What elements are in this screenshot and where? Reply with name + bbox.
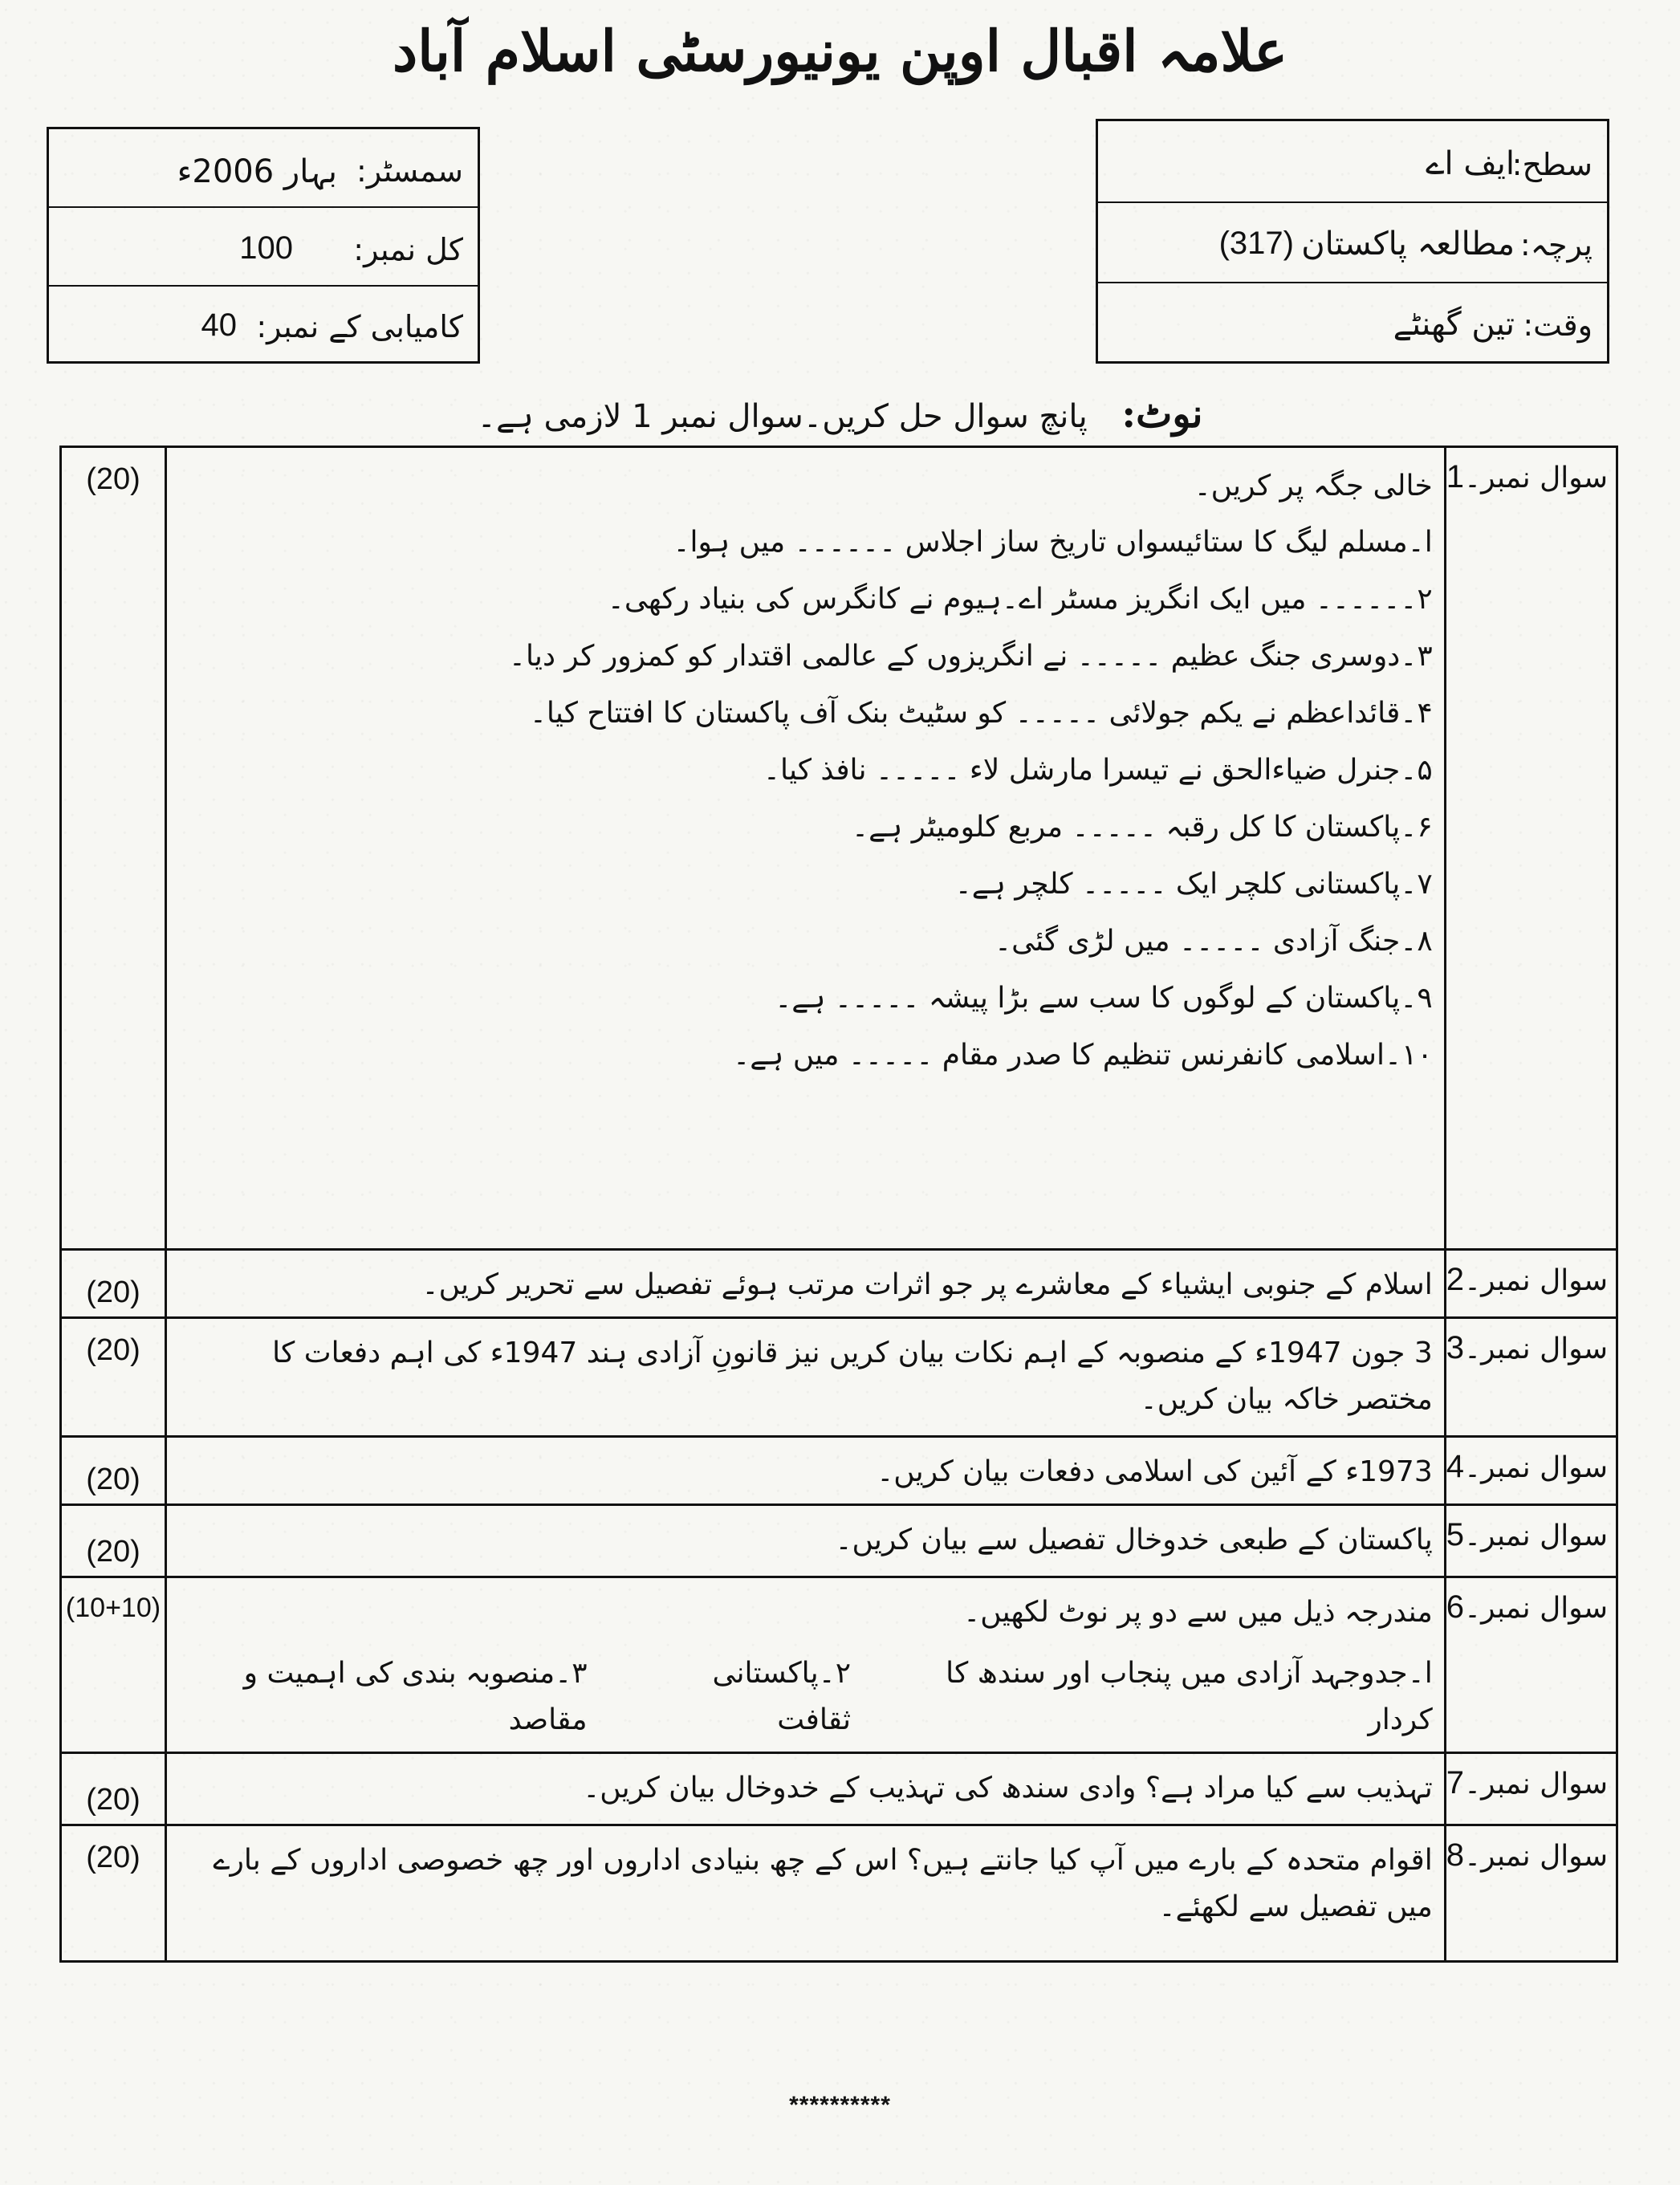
blank-item: ۳۔دوسری جنگ عظیم ۔۔۔۔۔ نے انگریزوں کے عالمی اقتدار کو کمزور کر دیا۔ — [508, 640, 1433, 673]
blank-item: ۷۔پاکستانی کلچر ایک ۔۔۔۔۔ کلچر ہے۔ — [954, 868, 1433, 901]
question-number-cell — [1445, 1250, 1617, 1318]
question-text: 3 جون 1947ء کے منصوبہ کے اہم نکات بیان کریں نیز قانونِ آزادی ہند 1947ء کی اہم دفعات کا مختصر خاکہ بیان کریں۔ — [166, 1318, 1446, 1437]
question-number-cell — [1445, 447, 1617, 1250]
paper-label: پرچہ: — [1519, 227, 1593, 262]
question-text-cell — [166, 1577, 1446, 1753]
semester-label: سمسٹر: — [356, 153, 463, 189]
instructions-note — [0, 392, 1680, 437]
question-number-cell — [1445, 1753, 1617, 1825]
question-number-cell — [1445, 1437, 1617, 1505]
question-number-cell — [1445, 1825, 1617, 1962]
question-number: 1 — [1446, 459, 1464, 494]
question-text: اسلام کے جنوبی ایشیاء کے معاشرے پر جو اثرات مرتب ہوئے تفصیل سے تحریر کریں۔ — [166, 1250, 1446, 1318]
question-row-2 — [61, 1250, 1617, 1318]
question-label: سوال نمبر۔ — [1463, 1768, 1608, 1800]
note-options — [183, 1650, 1433, 1744]
question-number-cell — [1445, 1318, 1617, 1437]
blank-item: ۲۔۔۔۔۔۔ میں ایک انگریز مسٹر اے۔ہیوم نے کانگرس کی بنیاد رکھی۔ — [607, 583, 1433, 616]
paper-value: مطالعہ پاکستان — [1301, 226, 1515, 262]
question-text: 1973ء کے آئین کی اسلامی دفعات بیان کریں۔ — [166, 1437, 1446, 1505]
blank-item: ۹۔پاکستان کے لوگوں کا سب سے بڑا پیشہ ۔۔۔۔۔ ہے۔ — [775, 982, 1433, 1015]
level-row — [1098, 121, 1607, 203]
semester-row — [49, 129, 478, 208]
fill-in-blanks-list — [183, 514, 1433, 1084]
paper-row — [1098, 203, 1607, 283]
question-label: سوال نمبر۔ — [1463, 1451, 1608, 1484]
university-title: علامہ اقبال اوپن یونیورسٹی اسلام آباد — [392, 18, 1288, 84]
question-number: 3 — [1446, 1330, 1464, 1365]
question-marks: (10+10) — [61, 1577, 166, 1753]
option-item: ۳۔منصوبہ بندی کی اہمیت و مقاصد — [243, 1657, 588, 1736]
question-text-cell — [166, 447, 1446, 1250]
semester-value: بہار 2006ء — [177, 153, 337, 190]
question-marks: (20) — [61, 1250, 166, 1318]
question-label: سوال نمبر۔ — [1463, 1592, 1608, 1625]
total-marks-label: کل نمبر: — [353, 232, 463, 267]
note-text: پانچ سوال حل کریں۔سوال نمبر 1 لازمی ہے۔ — [477, 398, 1088, 435]
question-row-3 — [61, 1318, 1617, 1437]
question-number: 7 — [1446, 1765, 1464, 1800]
question-number-cell — [1445, 1505, 1617, 1577]
level-label: سطح: — [1511, 147, 1593, 182]
question-label: سوال نمبر۔ — [1463, 1520, 1608, 1552]
question-marks: (20) — [61, 1825, 166, 1962]
question-label: سوال نمبر۔ — [1463, 462, 1608, 494]
total-marks-value: 100 — [239, 230, 293, 266]
question-label: سوال نمبر۔ — [1463, 1333, 1608, 1365]
pass-marks-row — [49, 287, 478, 364]
question-number: 4 — [1446, 1449, 1464, 1484]
question-marks: (20) — [61, 1505, 166, 1577]
question-row-6 — [61, 1577, 1617, 1753]
pass-marks-value: 40 — [201, 307, 237, 343]
question-label: سوال نمبر۔ — [1463, 1840, 1608, 1873]
total-marks-row — [49, 208, 478, 287]
question-row-8 — [61, 1825, 1617, 1962]
blank-item: ۸۔جنگ آزادی ۔۔۔۔۔ میں لڑی گئی۔ — [995, 925, 1433, 958]
blank-item: ۶۔پاکستان کا کل رقبہ ۔۔۔۔۔ مربع کلومیٹر ہے۔ — [852, 811, 1433, 844]
question-label: سوال نمبر۔ — [1463, 1264, 1608, 1297]
blank-item: ۴۔قائداعظم نے یکم جولائی ۔۔۔۔۔ کو سٹیٹ بنک آف پاکستان کا افتتاح کیا۔ — [529, 697, 1433, 730]
question-number: 8 — [1446, 1837, 1464, 1873]
question-row-5 — [61, 1505, 1617, 1577]
question-text: اقوام متحدہ کے بارے میں آپ کیا جانتے ہیں؟ اس کے چھ بنیادی اداروں اور چھ خصوصی اداروں کے بارے میں تفصیل سے لکھئے۔ — [166, 1825, 1446, 1962]
option-item: ا۔جدوجہد آزادی میں پنجاب اور سندھ کا کردار — [946, 1657, 1433, 1736]
question-marks: (20) — [61, 1437, 166, 1505]
question-number: 5 — [1446, 1517, 1464, 1552]
question-number: 2 — [1446, 1262, 1464, 1297]
time-label: وقت: — [1523, 307, 1593, 343]
time-row — [1098, 283, 1607, 364]
blank-item: ۵۔جنرل ضیاءالحق نے تیسرا مارشل لاء ۔۔۔۔۔ نافذ کیا۔ — [763, 754, 1433, 787]
question-row-4 — [61, 1437, 1617, 1505]
pass-marks-label: کامیابی کے نمبر: — [256, 309, 463, 344]
question-text: پاکستان کے طبعی خدوخال تفصیل سے بیان کریں۔ — [166, 1505, 1446, 1577]
level-value: ایف اے — [1426, 145, 1515, 182]
option-item: ۲۔پاکستانی ثقافت — [712, 1657, 852, 1736]
time-value: تین گھنٹے — [1393, 306, 1515, 343]
question-row-1 — [61, 447, 1617, 1250]
blank-item: ا۔مسلم لیگ کا ستائیسواں تاریخ ساز اجلاس ۔۔۔۔۔۔ میں ہوا۔ — [673, 526, 1433, 559]
paper-code: (317) — [1218, 226, 1294, 261]
question-text: خالی جگہ پر کریں۔ — [1194, 470, 1433, 503]
question-text: تہذیب سے کیا مراد ہے؟ وادی سندھ کی تہذیب کے خدوخال بیان کریں۔ — [166, 1753, 1446, 1825]
question-row-7 — [61, 1753, 1617, 1825]
marks-info-box — [47, 127, 480, 364]
question-marks: (20) — [61, 1753, 166, 1825]
note-label: نوٹ: — [1121, 392, 1203, 437]
question-number: 6 — [1446, 1589, 1464, 1625]
question-number-cell — [1445, 1577, 1617, 1753]
question-marks: (20) — [61, 447, 166, 1250]
blank-item: ۱۰۔اسلامی کانفرنس تنظیم کا صدر مقام ۔۔۔۔۔ میں ہے۔ — [733, 1039, 1433, 1072]
course-info-box — [1096, 119, 1609, 364]
questions-table — [59, 446, 1618, 1963]
question-marks: (20) — [61, 1318, 166, 1437]
question-text: مندرجہ ذیل میں سے دو پر نوٹ لکھیں۔ — [963, 1596, 1433, 1629]
end-of-paper-marker: ********** — [789, 2092, 891, 2118]
